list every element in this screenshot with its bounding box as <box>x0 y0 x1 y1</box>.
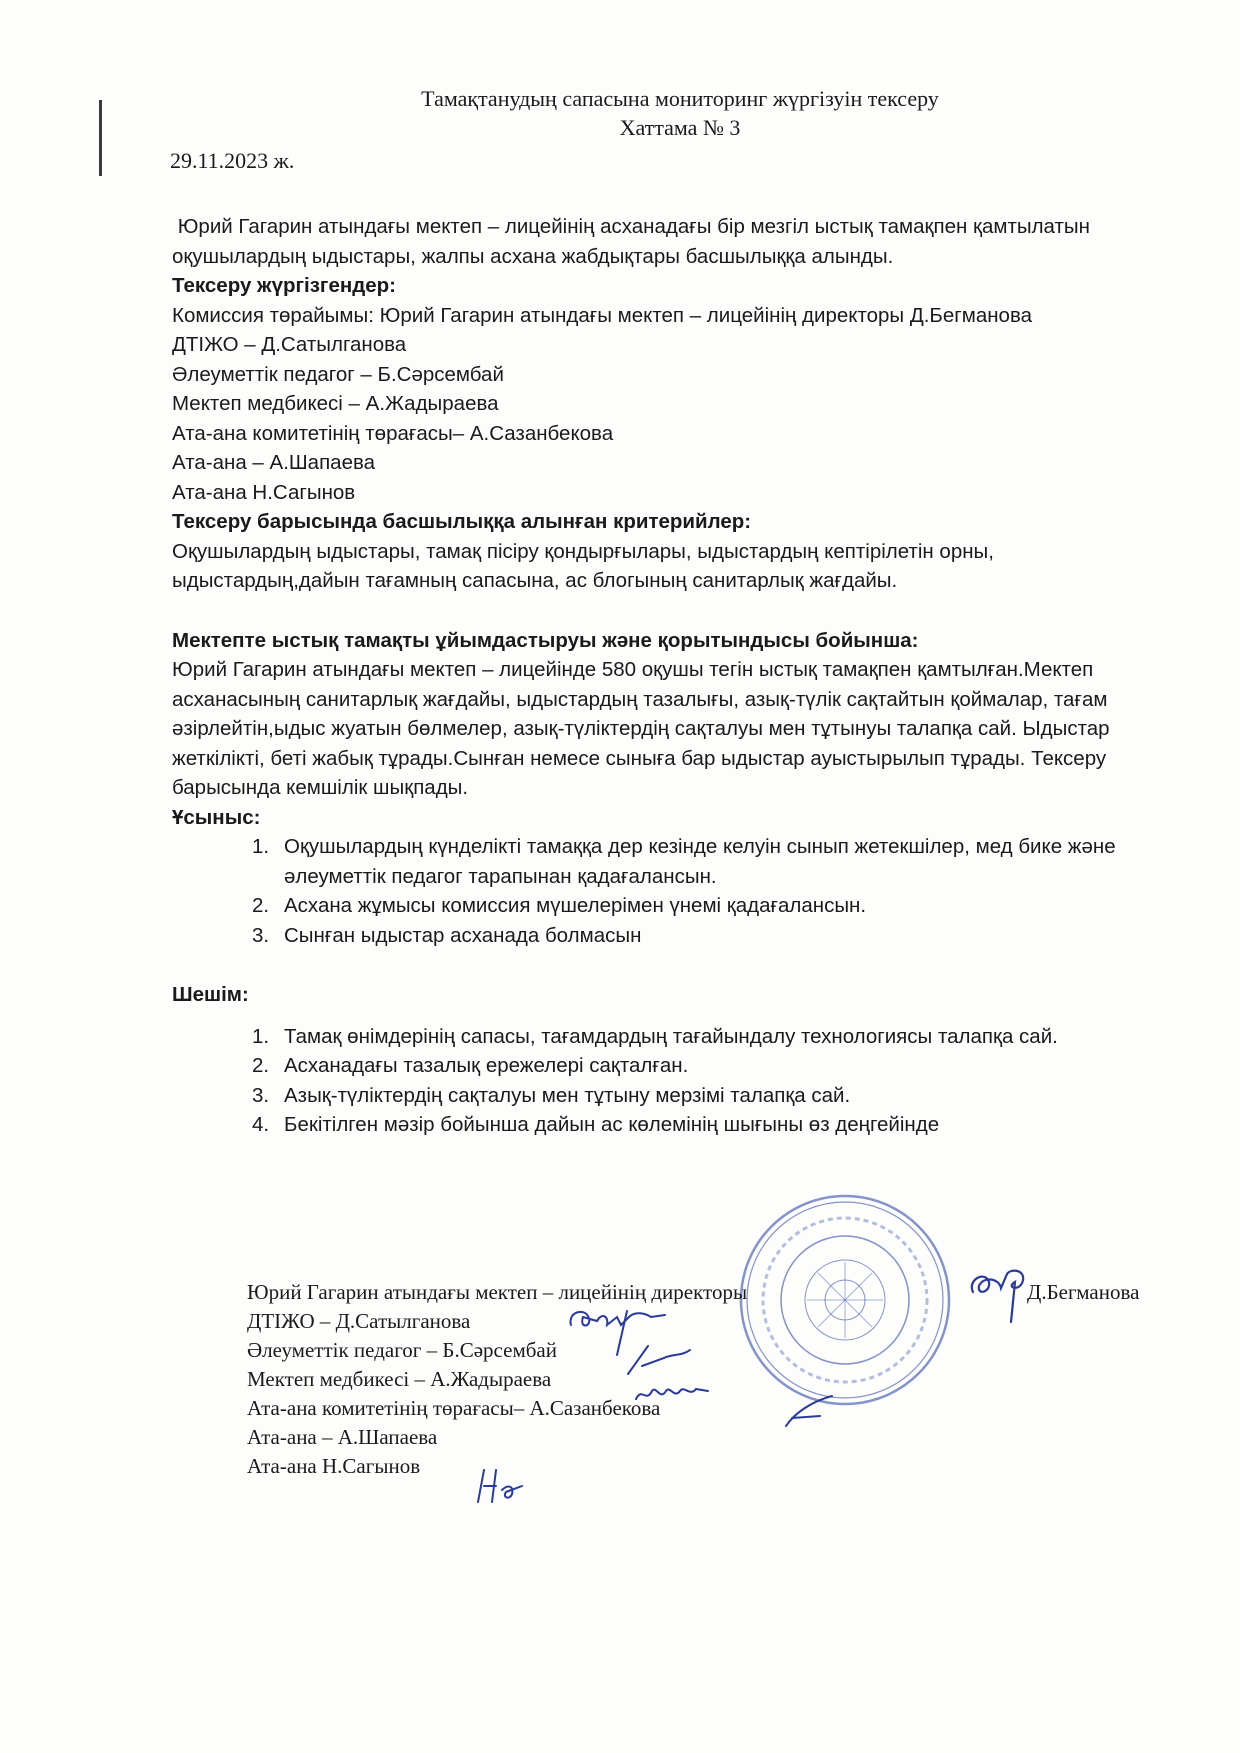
list-number: 3. <box>252 923 270 947</box>
inspector-line: Әлеуметтік педагог – Б.Сәрсембай <box>172 362 504 386</box>
list-text: Тамақ өнімдерінің сапасы, тағамдардың тағайындалу технологиясы талапқа сай. <box>284 1024 1058 1048</box>
list-text: Сынған ыдыстар асханада болмасын <box>284 923 642 947</box>
criteria-text: Оқушылардың ыдыстары, тамақ пісіру қондырғылары, ыдыстардың кептірілетін орны, ыдыстардың,дайын тағамның сапасына, ас блогының санитарлық жағдайы. <box>172 539 994 592</box>
proposal-heading: Ұсыныс: <box>172 805 261 829</box>
signature-line: Әлеуметтік педагог – Б.Сәрсембай <box>247 1338 557 1362</box>
list-item <box>172 1081 1162 1111</box>
signature-line: Ата-ана Н.Сагынов <box>247 1454 421 1478</box>
intro-paragraph: Юрий Гагарин атындағы мектеп – лицейінің асханадағы бір мезгіл ыстық тамақпен қамтылатын оқушылардың ыдыстары, жалпы асхана жабдықтары басшылыққа алынды. <box>172 215 1096 268</box>
inspector-line: Комиссия төрайымы: Юрий Гагарин атындағы мектеп – лицейінің директоры Д.Бегманова <box>172 303 1033 327</box>
document-title: Тамақтанудың сапасына мониторинг жүргізуін тексеру <box>421 86 939 111</box>
signature-block <box>247 1278 1177 1481</box>
signature-line: Ата-ана комитетінің төрағасы– А.Сазанбекова <box>247 1396 661 1420</box>
inspector-line: Ата-ана – А.Шапаева <box>172 451 376 474</box>
list-item <box>172 832 1162 891</box>
list-text: Бекітілген мәзір бойынша дайын ас көлемінің шығыны өз деңгейінде <box>284 1113 940 1136</box>
list-text: Азық-түліктердің сақталуы мен тұтыну мерзімі талапқа сай. <box>284 1083 851 1107</box>
list-item <box>172 1110 1162 1140</box>
signature-line: ДТІЖО – Д.Сатылганова <box>247 1309 471 1333</box>
list-item <box>172 1051 1162 1081</box>
proposal-list <box>172 832 1162 950</box>
list-number: 1. <box>252 835 270 858</box>
decision-heading: Шешім: <box>172 983 249 1006</box>
list-text: Оқушылардың күнделікті тамаққа дер кезінде келуін сынып жетекшілер, мед бике және әлеуметтік педагог тарапынан қадағалансын. <box>284 835 1116 888</box>
list-item <box>172 891 1162 921</box>
list-text: Асхана жұмысы комиссия мүшелерімен үнемі қадағалансын. <box>284 894 867 917</box>
signature-line: Ата-ана – А.Шапаева <box>247 1425 438 1449</box>
list-text: Асханадағы тазалық ережелері сақталған. <box>284 1054 689 1077</box>
protocol-number: Хаттама № 3 <box>619 115 741 140</box>
inspectors-heading: Тексеру жүргізгендер: <box>172 274 397 297</box>
inspector-line: Ата-ана Н.Сагынов <box>172 480 356 504</box>
inspector-line: Мектеп медбикесі – А.Жадыраева <box>172 392 499 415</box>
inspector-line: Ата-ана комитетінің төрағасы– А.Сазанбекова <box>172 421 614 445</box>
results-heading: Мектепте ыстық тамақты ұйымдастыруы және қорытындысы бойынша: <box>172 628 919 652</box>
document-body <box>172 212 1162 1140</box>
list-item <box>172 1022 1162 1052</box>
inspector-line: ДТІЖО – Д.Сатылганова <box>172 333 407 356</box>
paragraph-gap <box>172 1010 1162 1022</box>
signature-line: Юрий Гагарин атындағы мектеп – лицейінің директоры <box>247 1280 748 1304</box>
paragraph-gap <box>172 950 1162 980</box>
director-name: Д.Бегманова <box>1027 1280 1140 1304</box>
list-number: 3. <box>252 1083 270 1107</box>
list-number: 2. <box>252 894 270 917</box>
decision-list <box>172 1022 1162 1140</box>
document-date: 29.11.2023 ж. <box>170 148 295 173</box>
signature-line: Мектеп медбикесі – А.Жадыраева <box>247 1367 552 1391</box>
list-number: 4. <box>252 1113 270 1136</box>
list-number: 1. <box>252 1024 270 1048</box>
criteria-heading: Тексеру барысында басшылыққа алынған критерийлер: <box>172 510 752 533</box>
results-text: Юрий Гагарин атындағы мектеп – лицейінде 580 оқушы тегін ыстық тамақпен қамтылған.Мектеп асханасының санитарлық жағдайы, ыдыстардың тазалығы, азық-түлік сақтайтын қоймалар, тағам әзірлейтін,ыдыс жуатын бөлмелер, азық-түліктердің сақталуы мен тұтынуы талапқа сай. Ыдыстар жеткілікті, беті жабық тұрады.Сынған немесе сыныға бар ыдыстар ауыстырылып тұрады. Тексеру барысында кемшілік шықпады. <box>172 658 1110 799</box>
list-number: 2. <box>252 1054 270 1077</box>
list-item <box>172 921 1162 951</box>
paragraph-gap <box>172 596 1162 626</box>
